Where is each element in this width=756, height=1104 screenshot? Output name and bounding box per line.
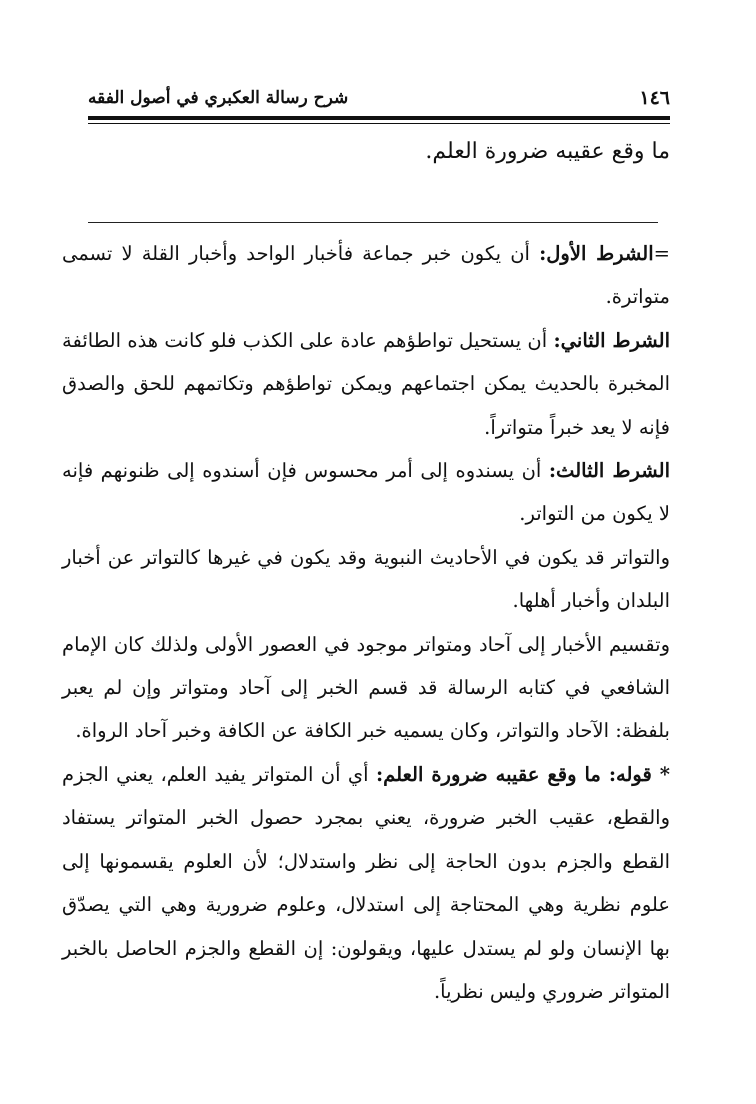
- continuation-mark: =: [653, 242, 670, 265]
- footnote-paragraph: [62, 319, 670, 449]
- book-title: شرح رسالة العكبري في أصول الفقه: [88, 88, 349, 108]
- footnote-paragraph: وتقسيم الأخبار إلى آحاد ومتواتر موجود في العصور الأولى ولذلك كان الإمام الشافعي في كتابه الرسالة قد قسم الخبر إلى آحاد ومتواتر وإن لم يعبر بلفظة: الآحاد والتواتر، وكان يسميه خبر الكافة عن الكافة وخبر آحاد الرواة.: [62, 632, 670, 743]
- condition-label: الشرط الثالث:: [548, 459, 670, 483]
- running-header: [88, 84, 670, 112]
- header-rule-thick: [88, 116, 670, 120]
- footnote-paragraph: [62, 232, 670, 319]
- footnote-paragraph: [62, 449, 670, 536]
- header-rule-thin: [88, 123, 670, 124]
- quoted-phrase-label: * قوله: ما وقع عقيبه ضرورة العلم:: [375, 762, 670, 786]
- page-number: ١٤٦: [639, 87, 670, 109]
- paragraph-text: أي أن المتواتر يفيد العلم، يعني الجزم والقطع، عقيب الخبر ضرورة، يعني بمجرد حصول الخبر المتواتر يستفاد القطع والجزم بدون الحاجة إلى نظر واستدلال؛ لأن العلوم يقسمونها إلى علوم نظرية وهي المحتاجة إلى استدلال، وعلوم ضرورية وهي التي يصدّق بها الإنسان ولو لم يستدل عليها، ويقولون: إن القطع والجزم الحاصل بالخبر المتواتر ضروري وليس نظرياً.: [62, 762, 670, 1003]
- paragraph-text: أن يكون خبر جماعة فأخبار الواحد وأخبار القلة لا تسمى متواترة.: [62, 242, 670, 309]
- main-text-line: ما وقع عقيبه ضرورة العلم.: [425, 139, 670, 164]
- condition-label: الشرط الأول:: [539, 242, 654, 265]
- condition-label: الشرط الثاني:: [553, 328, 670, 352]
- paragraph-text: أن يسندوه إلى أمر محسوس فإن أسندوه إلى ظنونهم فإنه لا يكون من التواتر.: [62, 459, 670, 526]
- footnote-paragraph: [62, 753, 670, 1013]
- footnote-body: [62, 232, 670, 1013]
- paragraph-text: أن يستحيل تواطؤهم عادة على الكذب فلو كانت هذه الطائفة المخبرة بالحديث يمكن اجتماعهم ويمكن تواطؤهم وتكاتمهم للحق والصدق فإنه لا يعد خبراً متواتراً.: [62, 328, 670, 439]
- footnote-separator: [88, 222, 658, 223]
- footnote-paragraph: والتواتر قد يكون في الأحاديث النبوية وقد يكون في غيرها كالتواتر عن أخبار البلدان وأخبار أهلها.: [62, 545, 670, 613]
